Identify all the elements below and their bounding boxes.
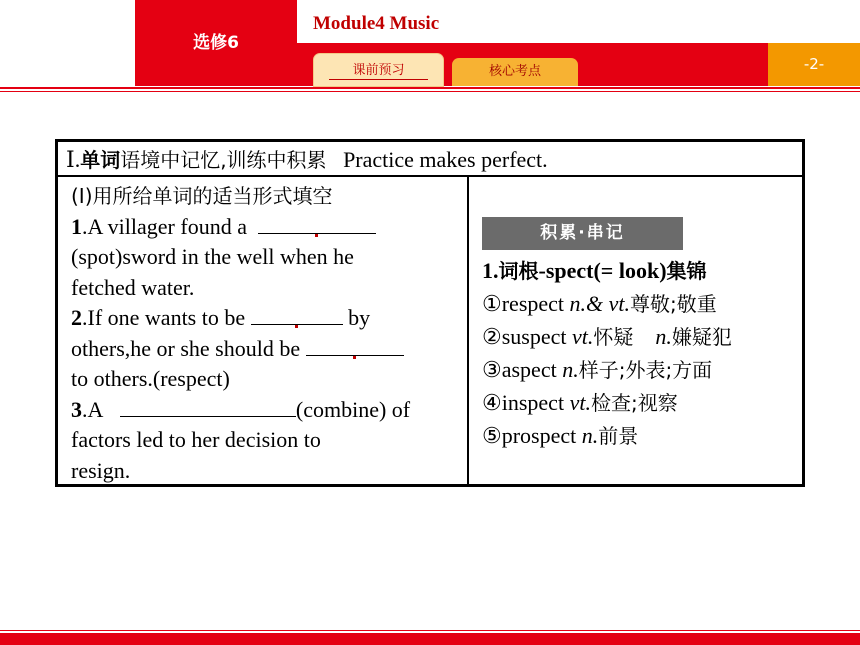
root-item-inspect: ④inspect vt.检查;视察 xyxy=(482,390,678,415)
footer-bar xyxy=(0,633,860,645)
answer-blank[interactable] xyxy=(258,215,376,234)
root-item-suspect: ②suspect vt.怀疑 n.嫌疑犯 xyxy=(482,324,732,349)
heading-roman: Ⅰ. xyxy=(66,147,81,172)
page-number: -2- xyxy=(768,43,860,86)
module-title: Module4 Music xyxy=(313,13,440,34)
heading-motto: Practice makes perfect. xyxy=(343,147,548,172)
heading-text: 语境中记忆,训练中积累 xyxy=(120,148,327,172)
header-rule xyxy=(0,87,860,89)
question-3-line-3: resign. xyxy=(71,457,131,483)
footer-rule xyxy=(0,630,860,631)
question-1: 1.A villager found a xyxy=(71,212,467,243)
table-heading xyxy=(58,142,802,177)
question-1-line-2: (spot)sword in the well when he xyxy=(71,244,354,269)
heading-bold: 单词 xyxy=(80,148,121,172)
tab-preview-label: 课前预习 xyxy=(352,63,405,78)
root-title: 1.词根-spect(= look)集锦 xyxy=(482,258,707,283)
tab-core-points[interactable] xyxy=(452,58,578,86)
question-1-line-3: fetched water. xyxy=(71,274,195,300)
book-title: 选修6 xyxy=(193,33,239,53)
answer-blank[interactable] xyxy=(251,306,343,325)
tab-core-points-label: 核心考点 xyxy=(488,64,541,79)
word-root-cell xyxy=(469,177,802,484)
root-item-aspect: ③aspect n.样子;外表;方面 xyxy=(482,357,713,382)
answer-blank[interactable] xyxy=(306,337,404,356)
question-3: 3.A (combine) of xyxy=(71,396,411,422)
question-2-line-2: others,he or she should be xyxy=(71,334,467,365)
question-2: 2.If one wants to be by xyxy=(71,305,371,330)
exercise-table xyxy=(55,139,805,487)
answer-blank[interactable] xyxy=(120,398,296,417)
question-3-line-2: factors led to her decision to xyxy=(71,427,321,452)
root-item-prospect: ⑤prospect n.前景 xyxy=(482,423,639,448)
tab-preview[interactable] xyxy=(313,53,444,87)
root-item-respect: ①respect n.& vt.尊敬;敬重 xyxy=(482,291,717,316)
question-2-line-3: to others.(respect) xyxy=(71,366,230,391)
header-rule-thin xyxy=(0,91,860,92)
tab-underline xyxy=(329,79,428,80)
exercise-cell xyxy=(58,177,469,484)
accumulate-badge: 积累·串记 xyxy=(482,217,683,250)
sub-title: (Ⅰ)用所给单词的适当形式填空 xyxy=(71,184,333,208)
